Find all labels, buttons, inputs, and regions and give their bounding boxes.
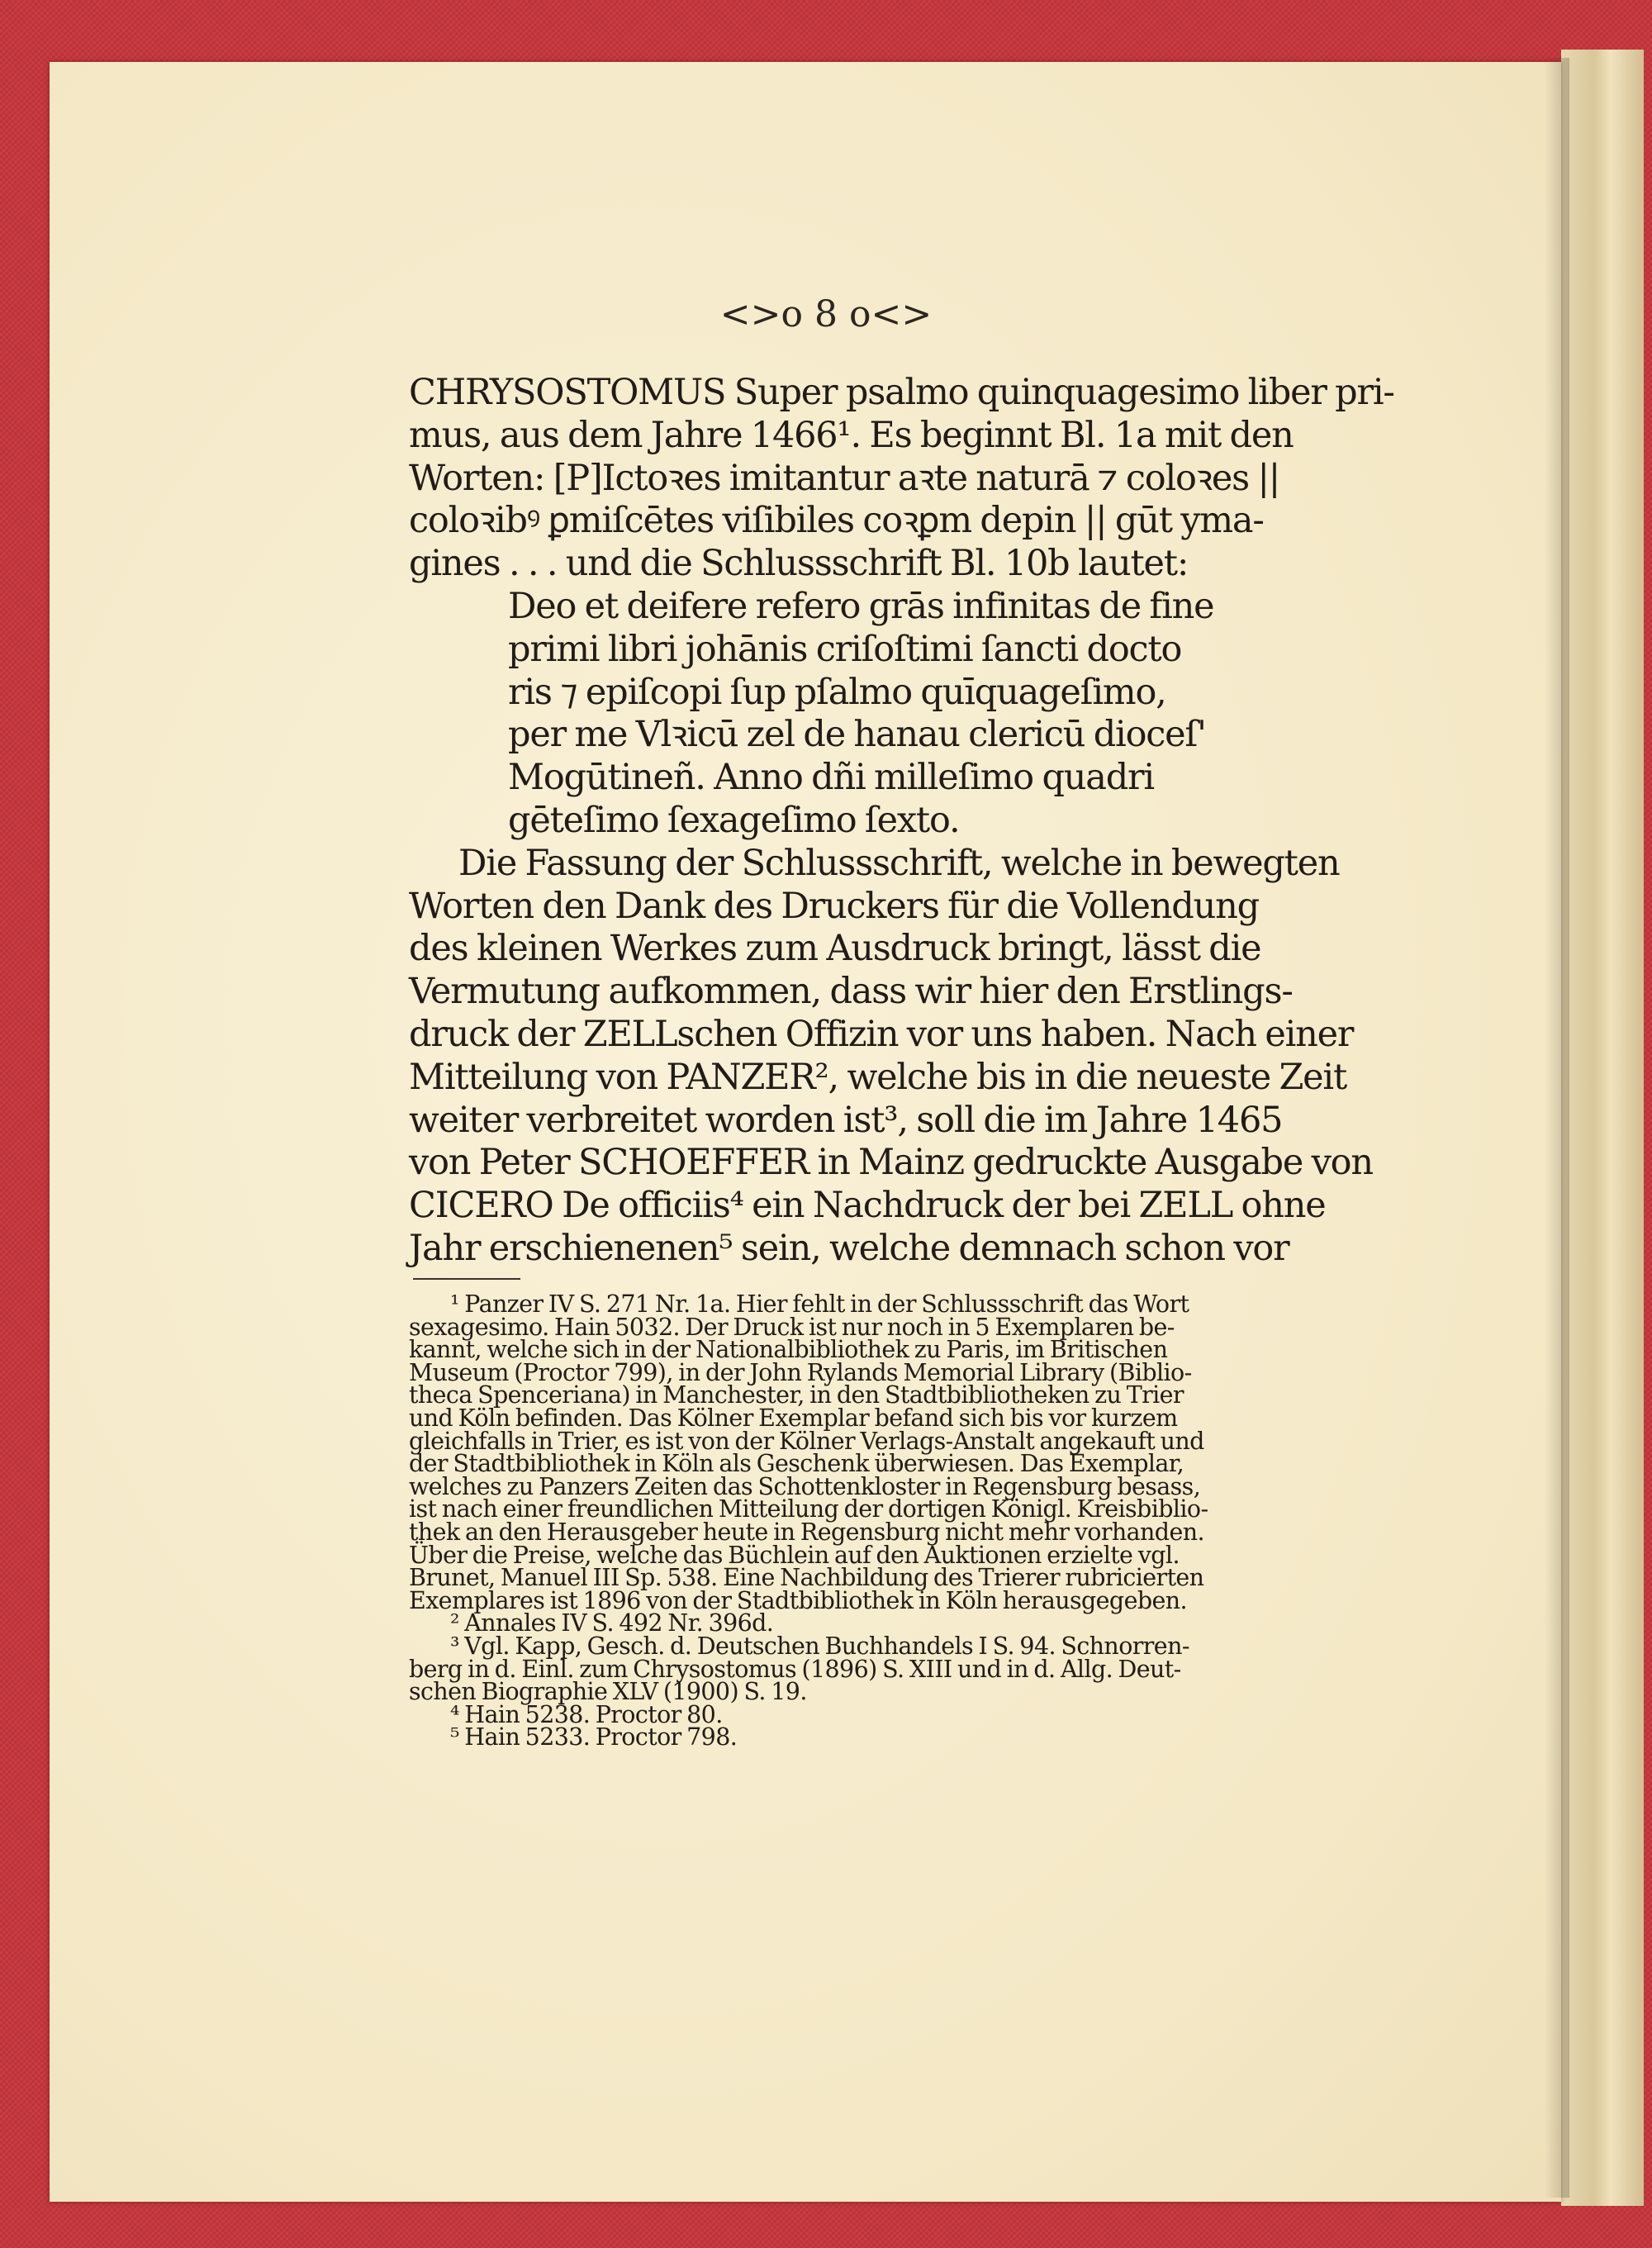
footnote-line: gleichfalls in Trier, es ist von der Kölner Verlags-Anstalt angekauft und [409, 1427, 1204, 1455]
body-line: mus, aus dem Jahre 1466¹. Es beginnt Bl. 1a mit den [409, 414, 1294, 456]
page-number: <>o 8 o<> [719, 293, 933, 335]
footnote-line: ¹ Panzer IV S. 271 Nr. 1a. Hier fehlt in der Schlussschrift das Wort [450, 1290, 1189, 1318]
body-line: weiter verbreitet worden ist³, soll die im Jahre 1465 [409, 1099, 1283, 1141]
page-edges [1561, 50, 1644, 2206]
footnote-line: sexagesimo. Hain 5032. Der Druck ist nur noch in 5 Exemplaren be- [409, 1313, 1175, 1341]
body-line: Mogūtineñ. Anno dñi milleſimo quadri [508, 757, 1154, 799]
body-line: CICERO De officiis⁴ ein Nachdruck der bei ZELL ohne [409, 1185, 1326, 1227]
gutter-shadow [1545, 58, 1569, 2198]
footnote-line: welches zu Panzers Zeiten das Schottenkloster in Regensburg besass, [409, 1472, 1201, 1500]
body-line: Vermutung aufkommen, dass wir hier den Erstlings- [409, 971, 1293, 1013]
body-line: Jahr erschienenen⁵ sein, welche demnach schon vor [409, 1227, 1289, 1269]
body-line: primi libri johānis criſoſtimi ſancti docto [508, 628, 1182, 670]
body-line: gines . . . und die Schlussschrift Bl. 10b lautet: [409, 543, 1189, 585]
body-line: von Peter SCHOEFFER in Mainz gedruckte Ausgabe von [409, 1142, 1373, 1184]
footnote-line: thek an den Herausgeber heute in Regensburg nicht mehr vorhanden. [409, 1518, 1204, 1546]
footnotes [409, 1290, 1351, 1751]
footnote-line: Über die Preise, welche das Büchlein auf den Auktionen erzielte vgl. [409, 1541, 1180, 1569]
footnote-line: ³ Vgl. Kapp, Gesch. d. Deutschen Buchhandels I S. 94. Schnorren- [450, 1632, 1189, 1660]
body-line: druck der ZELLschen Offizin vor uns haben. Nach einer [409, 1013, 1354, 1055]
body-line: Deo et deifere refero grās infinitas de fine [508, 585, 1214, 627]
footnote-line: Museum (Proctor 799), in der John Rylands Memorial Library (Biblio- [409, 1358, 1192, 1386]
body-text [409, 372, 1394, 1271]
footnote-line: ⁴ Hain 5238. Proctor 80. [450, 1700, 723, 1728]
footnote-line: und Köln befinden. Das Kölner Exemplar befand sich bis vor kurzem [409, 1404, 1178, 1432]
footnote-line: berg in d. Einl. zum Chrysostomus (1896) S. XIII und in d. Allg. Deut- [409, 1655, 1181, 1683]
footnote-line: ⁵ Hain 5233. Proctor 798. [450, 1723, 738, 1751]
body-line: des kleinen Werkes zum Ausdruck bringt, lässt die [409, 928, 1261, 970]
footnote-line: der Stadtbibliothek in Köln als Geschenk überwiesen. Das Exemplar, [409, 1450, 1184, 1478]
footnote-line: kannt, welche sich in der Nationalbibliothek zu Paris, im Britischen [409, 1336, 1168, 1364]
body-line: Worten: [P]Ictoꝛes imitantur aꝛte naturā ⁊ coloꝛes || [409, 457, 1280, 499]
body-line: ris ⁊ epiſcopi ſup pſalmo quīquageſimo, [508, 671, 1166, 713]
footnote-line: Exemplares ist 1896 von der Stadtbibliothek in Köln herausgegeben. [409, 1586, 1187, 1614]
body-line: Worten den Dank des Druckers für die Vollendung [409, 885, 1259, 927]
body-line: per me Vlꝛicū zel de hanau clericū dioceſ' [508, 714, 1206, 756]
footnote-line: Brunet, Manuel III Sp. 538. Eine Nachbildung des Trierer rubricierten [409, 1564, 1204, 1592]
body-line: gēteſimo ſexageſimo ſexto. [508, 799, 960, 841]
footnote-line: theca Spenceriana) in Manchester, in den Stadtbibliotheken zu Trier [409, 1381, 1184, 1409]
body-line: coloꝛibꝰ ꝑmiſcētes viſibiles coꝛꝑm depin || gūt yma- [409, 500, 1264, 542]
footnote-rule [413, 1278, 520, 1280]
body-line: Mitteilung von PANZER², welche bis in die neueste Zeit [409, 1056, 1347, 1098]
footnote-line: schen Biographie XLV (1900) S. 19. [409, 1678, 807, 1706]
footnote-line: ² Annales IV S. 492 Nr. 396d. [450, 1609, 774, 1637]
body-line: Die Fassung der Schlussschrift, welche in bewegten [458, 842, 1340, 884]
footnote-line: ist nach einer freundlichen Mitteilung der dortigen Königl. Kreisbiblio- [409, 1495, 1208, 1523]
body-line: CHRYSOSTOMUS Super psalmo quinquagesimo liber pri- [409, 372, 1394, 413]
